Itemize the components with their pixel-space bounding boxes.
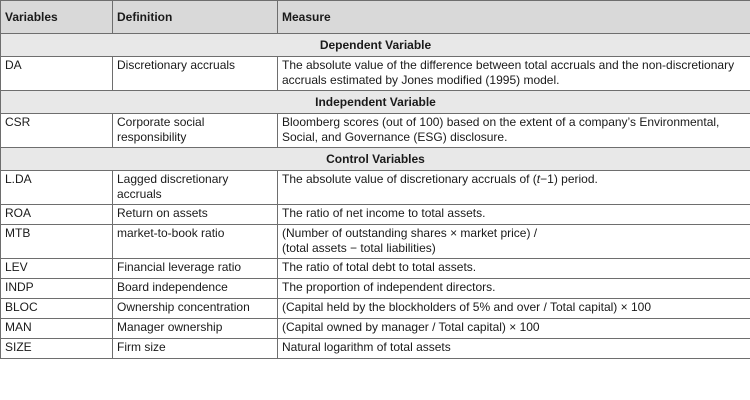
cell-definition: market-to-book ratio [113, 225, 278, 259]
table-row [1, 225, 750, 259]
cell-definition: Firm size [113, 339, 278, 359]
measure-line-2: (total assets − total liabilities) [282, 241, 436, 255]
cell-definition: Ownership concentration [113, 299, 278, 319]
measure-line-1: (Number of outstanding shares × market price) / [282, 226, 538, 240]
cell-definition: Financial leverage ratio [113, 259, 278, 279]
table-row [1, 114, 750, 148]
measure-text-after: −1) period. [540, 172, 598, 186]
section-header-control [1, 148, 750, 171]
cell-variable: BLOC [1, 299, 113, 319]
measure-italic-t: t [536, 172, 541, 186]
section-title: Independent Variable [1, 91, 750, 114]
measure-text-before: The absolute value of discretionary accruals of ( [282, 172, 537, 186]
section-header-dependent [1, 34, 750, 57]
cell-definition: Corporate social responsibility [113, 114, 278, 148]
cell-variable: LEV [1, 259, 113, 279]
header-variables: Variables [1, 1, 113, 34]
cell-measure: (Capital held by the blockholders of 5% and over / Total capital) × 100 [278, 299, 750, 319]
cell-measure: Natural logarithm of total assets [278, 339, 750, 359]
cell-variable: L.DA [1, 171, 113, 205]
table-row [1, 299, 750, 319]
table-row [1, 259, 750, 279]
cell-variable: SIZE [1, 339, 113, 359]
cell-measure: (Capital owned by manager / Total capital) × 100 [278, 319, 750, 339]
cell-variable: CSR [1, 114, 113, 148]
cell-measure: The proportion of independent directors. [278, 279, 750, 299]
table-row [1, 339, 750, 359]
header-definition: Definition [113, 1, 278, 34]
cell-measure [278, 171, 750, 205]
cell-variable: INDP [1, 279, 113, 299]
cell-measure [278, 225, 750, 259]
cell-definition: Manager ownership [113, 319, 278, 339]
section-header-independent [1, 91, 750, 114]
table-row [1, 171, 750, 205]
table-row [1, 319, 750, 339]
header-row [1, 1, 750, 34]
table-row [1, 205, 750, 225]
cell-variable: MAN [1, 319, 113, 339]
cell-variable: MTB [1, 225, 113, 259]
cell-measure: Bloomberg scores (out of 100) based on the extent of a company’s Environmental, Social, and Governance (ESG) disclosure. [278, 114, 750, 148]
cell-variable: DA [1, 57, 113, 91]
cell-measure: The ratio of net income to total assets. [278, 205, 750, 225]
cell-variable: ROA [1, 205, 113, 225]
cell-measure: The absolute value of the difference between total accruals and the non-discretionary accruals estimated by Jones modified (1995) model. [278, 57, 750, 91]
cell-definition: Return on assets [113, 205, 278, 225]
table-row [1, 279, 750, 299]
cell-definition: Board independence [113, 279, 278, 299]
cell-definition: Discretionary accruals [113, 57, 278, 91]
section-title: Control Variables [1, 148, 750, 171]
cell-definition: Lagged discretionary accruals [113, 171, 278, 205]
header-measure: Measure [278, 1, 750, 34]
table-row [1, 57, 750, 91]
cell-measure: The ratio of total debt to total assets. [278, 259, 750, 279]
section-title: Dependent Variable [1, 34, 750, 57]
